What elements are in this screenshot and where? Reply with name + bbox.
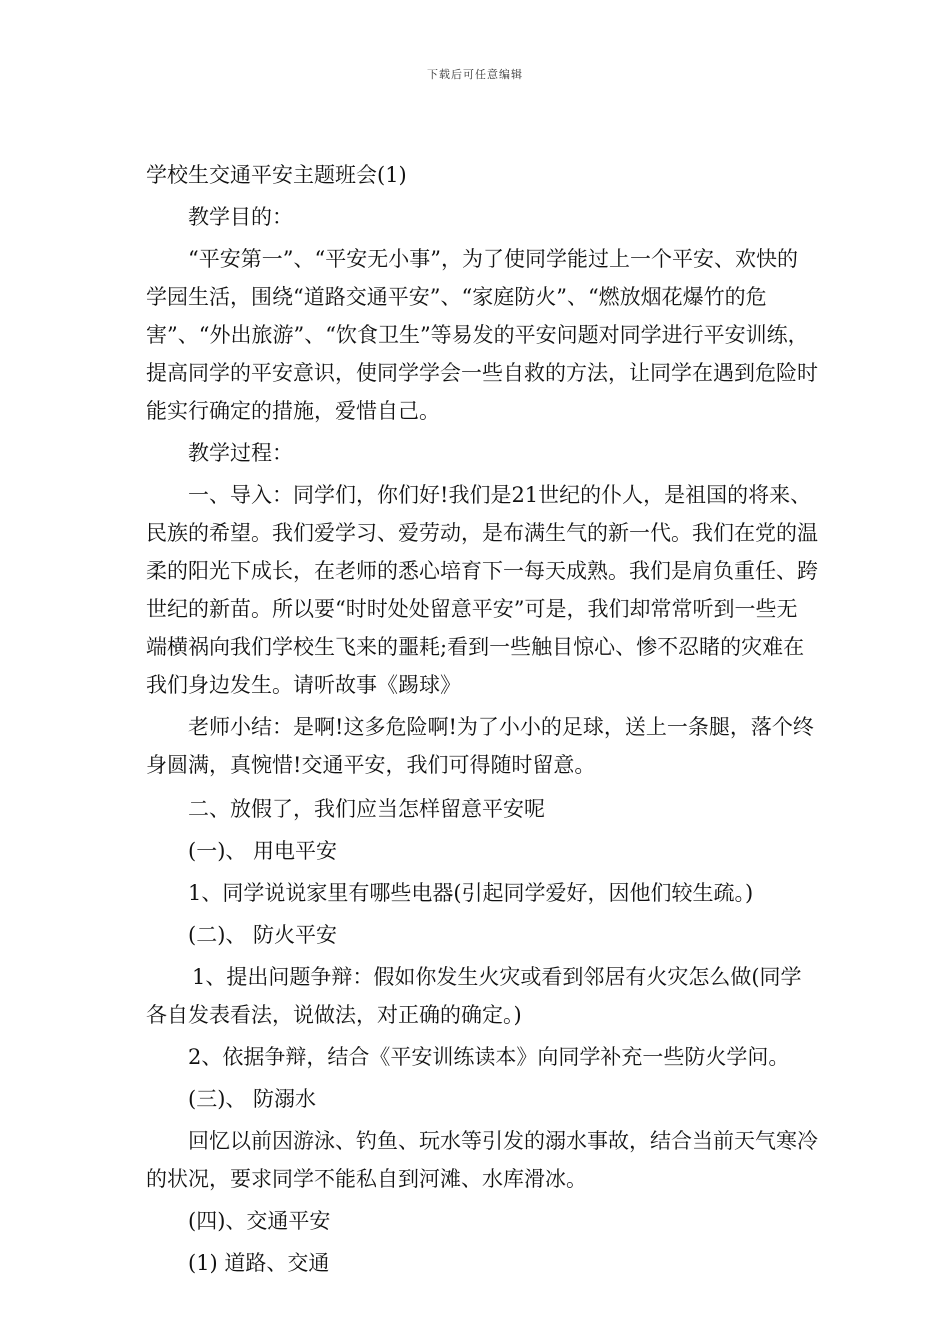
fire-item-1: 1、提出问题争辩：假如你发生火灾或看到邻居有火灾怎么做(同学各自发表看法，说做法，对正确的确定。)	[146, 965, 802, 1027]
fire-item-2: 2、依据争辩，结合《平安训练读本》向同学补充一些防火学问。	[188, 1045, 790, 1069]
intro-paragraph: 一、导入：同学们，你们好!我们是21世纪的仆人，是祖国的将来、民族的希望。我们爱学习、爱劳动，是布满生气的新一代。我们在党的温柔的阳光下成长，在老师的悉心培育下一每天成熟。我们是肩负重任、跨世纪的新苗。所以要“时时处处留意平安”可是，我们却常常听到一些无端横祸向我们学校生飞来的噩耗;看到一些触目惊心、惨不忍睹的灾难在我们身边发生。请听故事《踢球》	[146, 483, 818, 697]
summary-paragraph: 老师小结：是啊!这多危险啊!为了小小的足球，送上一条腿，落个终身圆满，真惋惜!交通平安，我们可得随时留意。	[146, 715, 814, 777]
drowning-paragraph: 回忆以前因游泳、钓鱼、玩水等引发的溺水事故，结合当前天气寒冷的状况，要求同学不能私自到河滩、水库滑冰。	[146, 1129, 818, 1191]
objective-paragraph: “平安第一”、“平安无小事”，为了使同学能过上一个平安、欢快的学园生活，围绕“道路交通平安”、“家庭防火”、“燃放烟花爆竹的危害”、“外出旅游”、“饮食卫生”等易发的平安问题对同学进行平安训练，提高同学的平安意识，使同学学会一些自救的方法，让同学在遇到危险时能实行确定的措施，爱惜自己。	[146, 247, 818, 423]
process-heading: 教学过程：	[188, 441, 293, 465]
subsection-drowning-heading: (三)、 防溺水	[188, 1087, 317, 1111]
document-body	[146, 156, 818, 1282]
subsection-electric-heading: (一)、 用电平安	[188, 839, 338, 863]
subsection-fire-heading: (二)、 防火平安	[188, 923, 338, 947]
electric-item-1: 1、同学说说家里有哪些电器(引起同学爱好，因他们较生疏。)	[188, 881, 754, 905]
document-title: 学校生交通平安主题班会(1)	[146, 163, 407, 187]
traffic-item-1: (1) 道路、交通	[188, 1251, 330, 1275]
subsection-traffic-heading: (四)、交通平安	[188, 1209, 331, 1233]
header-note: 下载后可任意编辑	[427, 68, 523, 81]
objective-heading: 教学目的：	[188, 205, 293, 229]
section2-heading: 二、放假了，我们应当怎样留意平安呢	[188, 797, 545, 821]
